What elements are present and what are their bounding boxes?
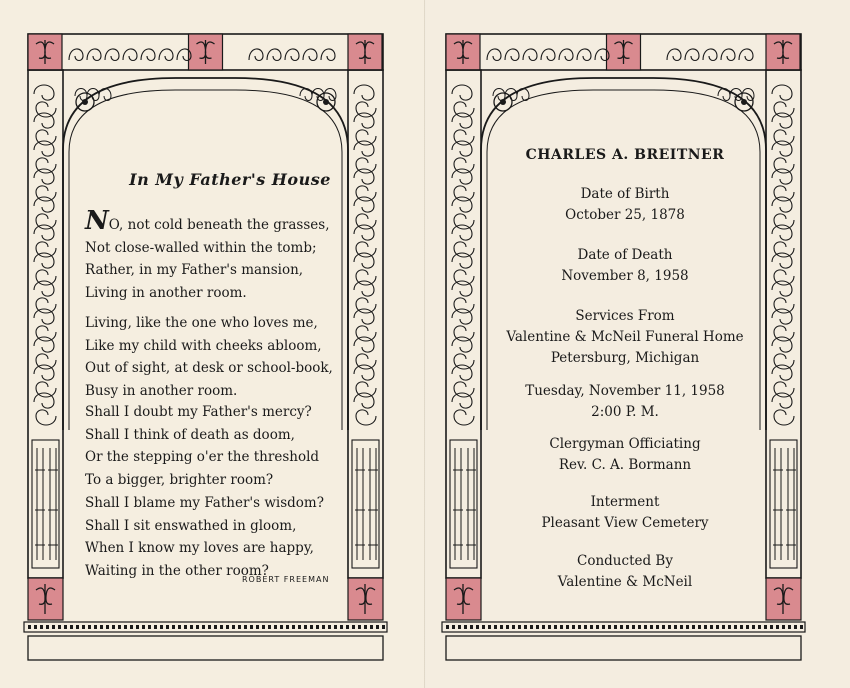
poem-line: Shall I blame my Father's wisdom? <box>85 495 324 511</box>
services-section <box>470 306 780 369</box>
poem-stanza-1 <box>85 206 375 304</box>
death-section <box>470 245 780 287</box>
clergy-section <box>470 434 780 476</box>
poem-line: Waiting in the other room? <box>85 562 269 579</box>
service-datetime-section <box>470 381 780 423</box>
birth-label: Date of Birth <box>580 186 670 202</box>
death-date: November 8, 1958 <box>561 268 689 284</box>
poem-line: Out of sight, at desk or school-book, <box>85 360 333 376</box>
service-time: 2:00 P. M. <box>591 404 659 420</box>
poem-line: To a bigger, brighter room? <box>85 471 274 488</box>
poem-line: Or the stepping o'er the threshold <box>85 449 320 465</box>
poem-stanza-2 <box>85 312 375 402</box>
services-city: Petersburg, Michigan <box>550 350 700 366</box>
clergy-label: Clergyman Officiating <box>549 436 701 452</box>
birth-section <box>470 184 780 226</box>
poem-line: Rather, in my Father's mansion, <box>85 262 304 278</box>
pink-ornament-block <box>607 34 641 70</box>
poem-line: Living in another room. <box>85 284 247 301</box>
drop-cap: N <box>85 206 109 236</box>
poem-line: Living, like the one who loves me, <box>85 315 318 331</box>
obituary-name: CHARLES A. BREITNER <box>525 147 725 163</box>
poem-line: Shall I sit enswathed in gloom, <box>85 517 297 534</box>
poem-stanza-4 <box>85 492 375 582</box>
interment-label: Interment <box>590 494 660 510</box>
clergy-name: Rev. C. A. Bormann <box>558 457 692 473</box>
conducted-name: Valentine & McNeil <box>557 574 693 590</box>
services-place: Valentine & McNeil Funeral Home <box>506 329 744 345</box>
interment-place: Pleasant View Cemetery <box>541 515 709 531</box>
service-date: Tuesday, November 11, 1958 <box>525 383 725 399</box>
death-label: Date of Death <box>577 247 673 263</box>
poem-line: Shall I think of death as doom, <box>85 426 295 443</box>
poem-line: When I know my loves are happy, <box>85 540 314 556</box>
pink-ornament-block <box>446 34 480 70</box>
pink-ornament-block <box>766 34 800 70</box>
poem-line: Like my child with cheeks abloom, <box>85 337 322 354</box>
services-label: Services From <box>575 308 675 324</box>
poem-line: Not close-walled within the tomb; <box>85 239 317 256</box>
birth-date: October 25, 1878 <box>565 207 685 223</box>
conducted-section <box>470 551 780 593</box>
poem-author: ROBERT FREEMAN <box>242 575 330 584</box>
poem-line: Shall I doubt my Father's mercy? <box>85 404 312 420</box>
conducted-label: Conducted By <box>577 553 673 569</box>
interment-section <box>470 492 780 534</box>
poem-title: In My Father's House <box>129 170 331 189</box>
poem-stanza-3 <box>85 401 375 491</box>
poem-line: NO, not cold beneath the grasses, <box>85 206 330 236</box>
poem-line: Busy in another room. <box>85 382 238 399</box>
